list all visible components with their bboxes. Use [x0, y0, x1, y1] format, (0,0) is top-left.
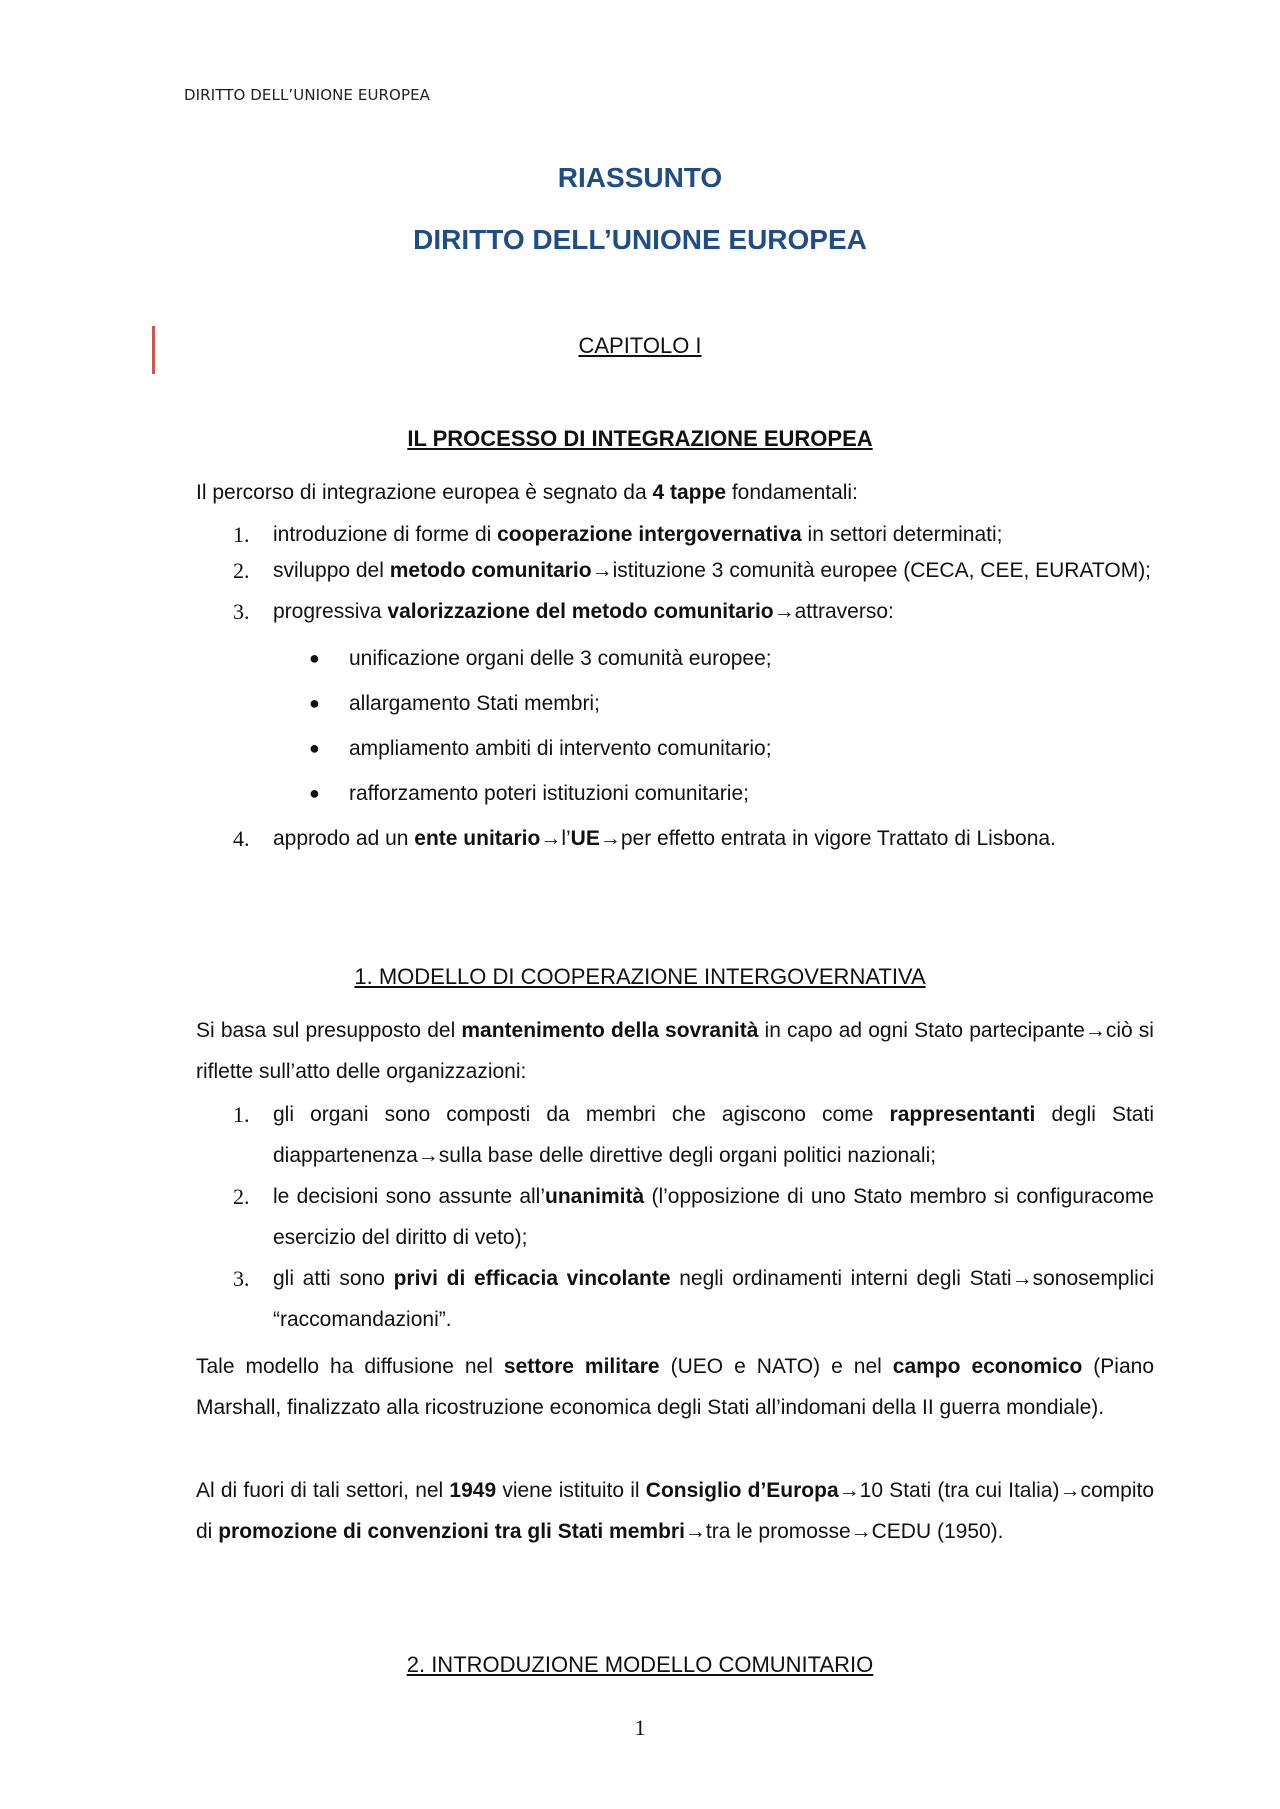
page-number: 1 — [634, 1715, 646, 1740]
list-item: 4. approdo ad un ente unitario→l’UE→per effetto entrata in vigore Trattato di Lisbona. — [233, 826, 1056, 851]
list-item: 3. gli atti sono privi di efficacia vincolante negli ordinamenti interni degli Stati→sonosemplici “raccomandazioni”. — [233, 1266, 1154, 1331]
section-heading-modello-intergovernativo: 1. MODELLO DI COOPERAZIONE INTERGOVERNATIVA — [354, 964, 926, 989]
bullet-icon: ● — [309, 738, 320, 758]
paragraph-intro: Il percorso di integrazione europea è segnato da 4 tappe fondamentali: — [196, 481, 858, 504]
numbered-list-caratteristiche — [196, 1094, 1154, 1340]
bullet-icon: ● — [309, 783, 320, 803]
bullet-icon: ● — [309, 648, 320, 668]
list-item: 1. gli organi sono composti da membri che agiscono come rappresentanti degli Stati diappartenenza→sulla base delle direttive degli organi politici nazionali; — [233, 1102, 1154, 1167]
list-item: 2. sviluppo del metodo comunitario→istituzione 3 comunità europee (CECA, CEE, EURATOM); — [233, 558, 1152, 583]
bullet-list — [196, 636, 1154, 816]
list-item: 2. le decisioni sono assunte all’unanimità (l’opposizione di uno Stato membro si configuracome esercizio del diritto di veto); — [233, 1184, 1154, 1249]
chapter-heading: CAPITOLO I — [578, 333, 702, 358]
section-heading-modello-comunitario: 2. INTRODUZIONE MODELLO COMUNITARIO — [406, 1652, 874, 1677]
bullet-item: ● allargamento Stati membri; — [196, 681, 1154, 726]
numbered-list-tappe — [196, 514, 1154, 859]
section-heading-processo: IL PROCESSO DI INTEGRAZIONE EUROPEA — [407, 426, 873, 451]
paragraph-consiglio-europa: Al di fuori di tali settori, nel 1949 viene istituito il Consiglio d’Europa→10 Stati (tra cui Italia)→compito di promozione di convenzioni tra gli Stati membri→tra le promosse→CEDU (1950). — [196, 1479, 1154, 1543]
bullet-item: ● ampliamento ambiti di intervento comunitario; — [196, 726, 1154, 771]
document-title: RIASSUNTO — [557, 162, 723, 193]
bullet-item: ● unificazione organi delle 3 comunità europee; — [196, 636, 1154, 681]
paragraph-diffusione: Tale modello ha diffusione nel settore militare (UEO e NATO) e nel campo economico (Piano Marshall, finalizzato alla ricostruzione economica degli Stati all’indomani della II guerra mondiale). — [196, 1355, 1154, 1419]
document-subtitle: DIRITTO DELL’UNIONE EUROPEA — [413, 224, 867, 255]
list-item: 1. introduzione di forme di cooperazione intergovernativa in settori determinati; — [233, 522, 1003, 547]
running-header: DIRITTO DELL’UNIONE EUROPEA — [184, 86, 431, 104]
list-item: 3. progressiva valorizzazione del metodo comunitario→attraverso: — [233, 599, 894, 624]
bullet-item: ● rafforzamento poteri istituzioni comunitarie; — [196, 771, 1154, 816]
paragraph-modello-intro: Si basa sul presupposto del mantenimento della sovranità in capo ad ogni Stato partecipante→ciò si riflette sull’atto delle organizzazioni: — [196, 1019, 1154, 1083]
bullet-icon: ● — [309, 693, 320, 713]
